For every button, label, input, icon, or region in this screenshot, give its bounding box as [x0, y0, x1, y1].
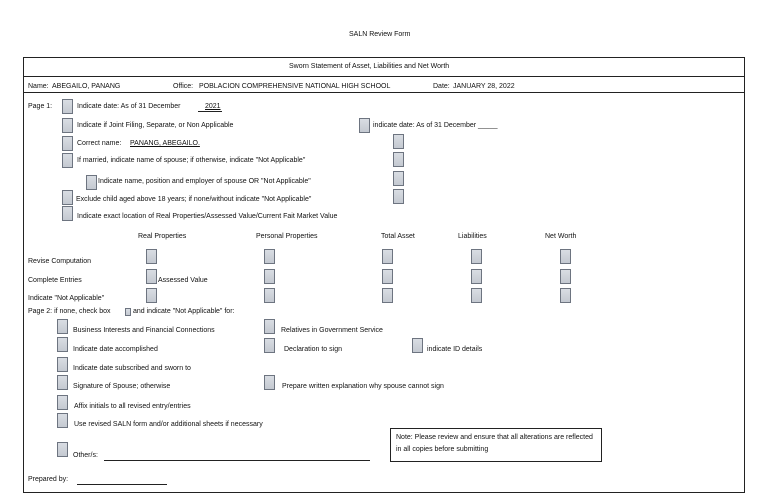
revised-saln-label: Use revised SALN form and/or additional sheets if necessary — [74, 421, 263, 428]
checkbox[interactable] — [264, 269, 275, 284]
indicate-date-year: 2021 — [205, 103, 221, 110]
checkbox[interactable] — [393, 134, 404, 149]
prepared-by-line[interactable] — [77, 484, 167, 485]
checkbox[interactable] — [382, 288, 393, 303]
divider — [23, 76, 745, 77]
checkbox[interactable] — [393, 189, 404, 204]
checkbox[interactable] — [471, 249, 482, 264]
signature-spouse-label: Signature of Spouse; otherwise — [73, 383, 171, 390]
joint-filing-label: Indicate if Joint Filing, Separate, or Non Applicable — [77, 122, 234, 129]
checkbox[interactable] — [57, 442, 68, 457]
checkbox[interactable] — [560, 288, 571, 303]
date-value: JANUARY 28, 2022 — [453, 83, 515, 90]
checkbox[interactable] — [62, 190, 73, 205]
checkbox[interactable] — [62, 206, 73, 221]
checkbox[interactable] — [57, 337, 68, 352]
spouse-label: If married, indicate name of spouse; if otherwise, indicate "Not Applicable" — [77, 157, 306, 164]
others-line[interactable] — [104, 460, 370, 461]
column-header: Net Worth — [545, 233, 577, 240]
business-label: Business Interests and Financial Connections — [73, 327, 215, 334]
row-label: Revise Computation — [28, 258, 92, 265]
date-label: Date: — [433, 83, 450, 90]
checkbox[interactable] — [471, 269, 482, 284]
checkbox[interactable] — [86, 175, 97, 190]
checkbox[interactable] — [146, 249, 157, 264]
checkbox[interactable] — [146, 288, 157, 303]
checkbox[interactable] — [264, 288, 275, 303]
column-header: Liabilities — [458, 233, 487, 240]
row-label: Complete Entries — [28, 277, 82, 284]
checkbox[interactable] — [57, 413, 68, 428]
office-label: Office: — [173, 83, 194, 90]
name-label: Name: — [28, 83, 49, 90]
name-value: ABEGAILO, PANANG — [52, 83, 121, 90]
prepared-by-label: Prepared by: — [28, 476, 69, 483]
checkbox[interactable] — [264, 338, 275, 353]
assessed-value-label: Assessed Value — [158, 277, 208, 284]
date-accomplished-label: Indicate date accomplished — [73, 346, 158, 353]
checkbox[interactable] — [62, 153, 73, 168]
checkbox[interactable] — [359, 118, 370, 133]
checkbox[interactable] — [57, 395, 68, 410]
underline — [198, 111, 222, 112]
checkbox[interactable] — [393, 171, 404, 186]
correct-name-label: Correct name: — [77, 140, 122, 147]
page2-label: Page 2: if none, check box — [28, 308, 111, 315]
checkbox[interactable] — [471, 288, 482, 303]
declaration-label: Declaration to sign — [284, 346, 342, 353]
checkbox[interactable] — [57, 357, 68, 372]
column-header: Total Asset — [381, 233, 415, 240]
page2-label-suffix: and indicate "Not Applicable" for: — [133, 308, 235, 315]
checkbox[interactable] — [57, 375, 68, 390]
affix-initials-label: Affix initials to all revised entry/entries — [74, 403, 191, 410]
checkbox[interactable] — [393, 152, 404, 167]
others-label: Other/s: — [73, 452, 98, 459]
checkbox[interactable] — [560, 249, 571, 264]
checkbox[interactable] — [62, 99, 73, 114]
divider — [23, 92, 745, 93]
id-details-label: indicate ID details — [427, 346, 483, 353]
exact-location-label: Indicate exact location of Real Properties/Assessed Value/Current Fait Market Value — [77, 213, 338, 220]
column-header: Personal Properties — [256, 233, 318, 240]
note-box: Note: Please review and ensure that all alterations are reflected in all copies before submitting — [390, 428, 602, 462]
checkbox[interactable] — [62, 136, 73, 151]
office-value: POBLACION COMPREHENSIVE NATIONAL HIGH SCHOOL — [199, 83, 391, 90]
exclude-child-label: Exclude child aged above 18 years; if none/without indicate "Not Applicable" — [76, 196, 312, 203]
checkbox[interactable] — [382, 269, 393, 284]
correct-name-value: PANANG, ABEGAILO. — [130, 140, 200, 147]
checkbox[interactable] — [264, 375, 275, 390]
checkbox[interactable] — [560, 269, 571, 284]
checkbox[interactable] — [264, 319, 275, 334]
date-subscribed-label: Indicate date subscribed and sworn to — [73, 365, 191, 372]
page1-label: Page 1: — [28, 103, 53, 110]
header-title: Sworn Statement of Asset, Liabilities and Net Worth — [289, 63, 450, 70]
indicate-date-label: Indicate date: As of 31 December — [77, 103, 181, 110]
indicate-date2-label: indicate date: As of 31 December _____ — [373, 122, 498, 129]
checkbox[interactable] — [146, 269, 157, 284]
checkbox[interactable] — [57, 319, 68, 334]
checkbox[interactable] — [264, 249, 275, 264]
checkbox[interactable] — [62, 118, 73, 133]
spouse-position-label: Indicate name, position and employer of spouse OR "Not Applicable" — [98, 178, 311, 185]
relatives-label: Relatives in Government Service — [281, 327, 383, 334]
checkbox[interactable] — [382, 249, 393, 264]
written-explanation-label: Prepare written explanation why spouse cannot sign — [282, 383, 444, 390]
checkbox[interactable] — [125, 308, 131, 316]
row-label: Indicate "Not Applicable" — [28, 295, 105, 302]
column-header: Real Properties — [138, 233, 187, 240]
checkbox[interactable] — [412, 338, 423, 353]
form-title: SALN Review Form — [349, 31, 411, 38]
